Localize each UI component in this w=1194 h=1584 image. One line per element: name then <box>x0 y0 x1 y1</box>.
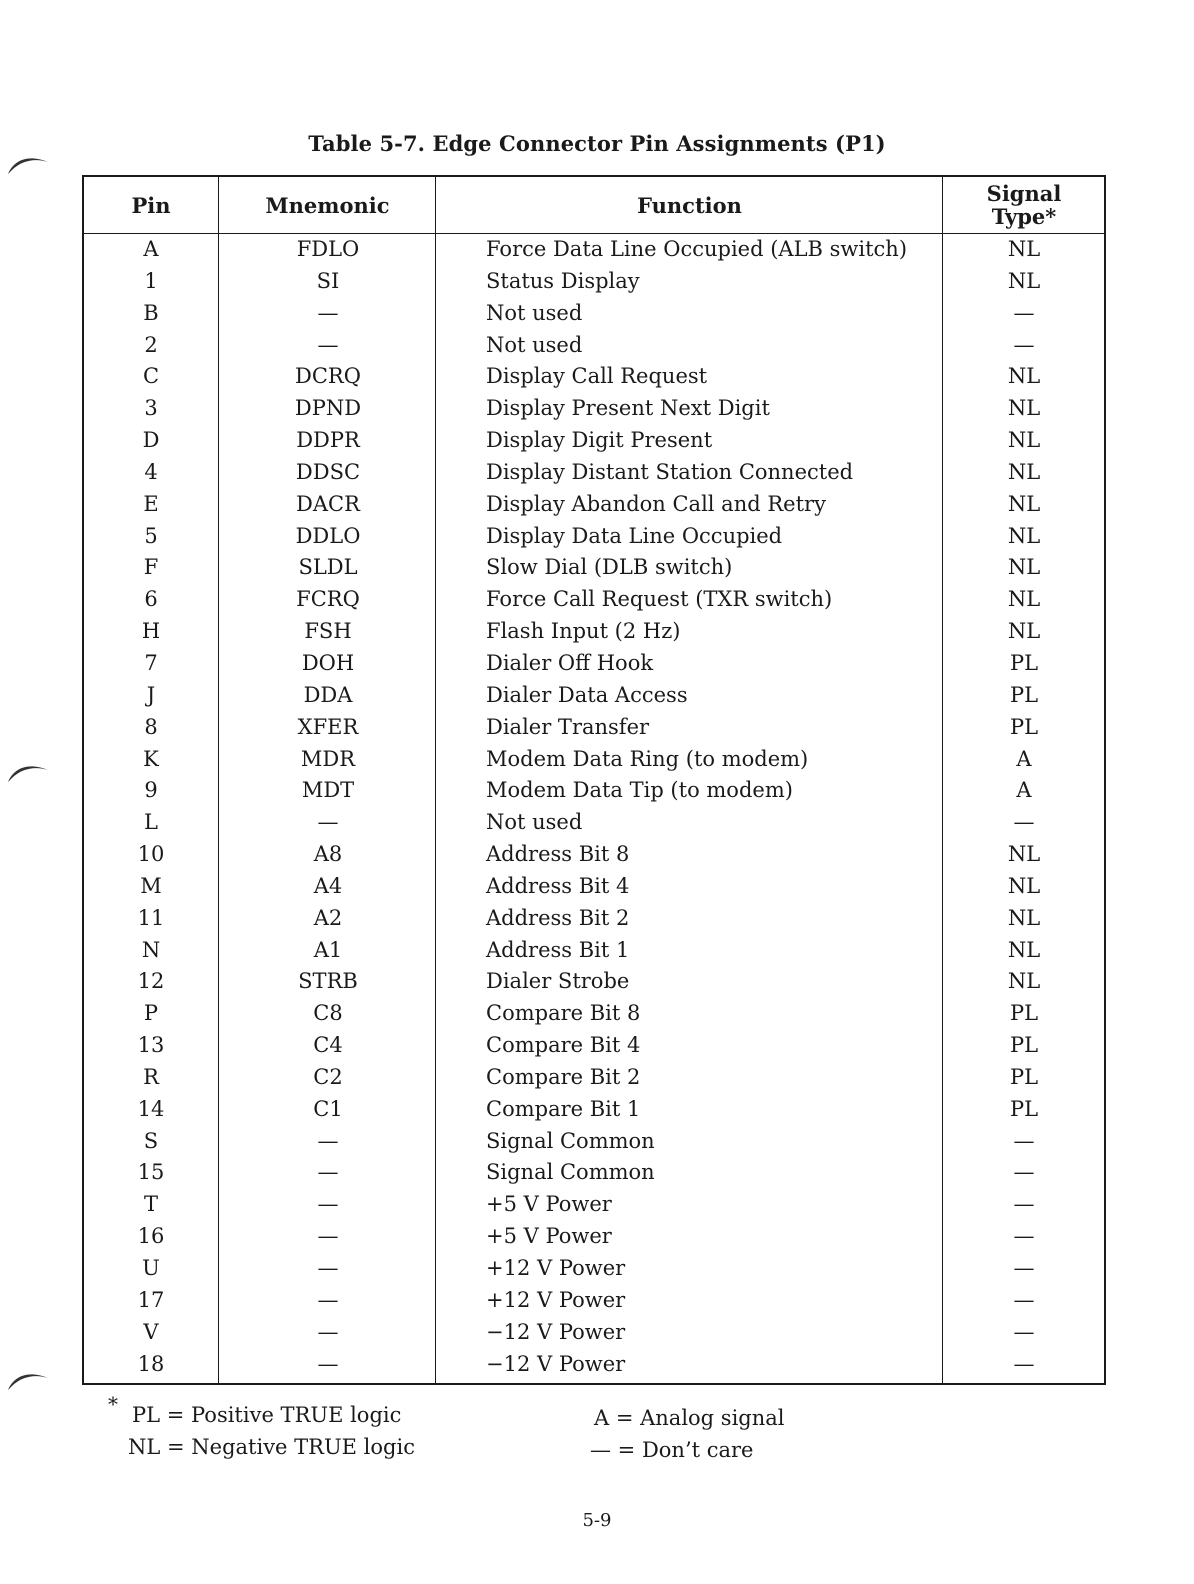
pin-cell: U <box>142 1256 160 1280</box>
pin-cell: 11 <box>137 905 165 930</box>
table-row <box>84 1157 1104 1189</box>
pin-cell: L <box>144 810 158 835</box>
table-row <box>84 712 1104 744</box>
signal-type-cell: — <box>1013 1287 1035 1312</box>
table-row <box>84 1317 1104 1349</box>
function-cell: Address Bit 4 <box>486 873 630 898</box>
table-row <box>84 775 1104 807</box>
signal-type-cell: — <box>1013 1256 1035 1280</box>
mnemonic-cell: — <box>317 332 339 357</box>
mnemonic-cell: C1 <box>313 1096 343 1121</box>
function-cell: Display Data Line Occupied <box>486 523 783 548</box>
table-row <box>84 298 1104 330</box>
pin-cell: 13 <box>137 1033 165 1058</box>
signal-type-cell: A <box>1016 746 1032 771</box>
footnote-asterisk: * <box>108 1392 118 1416</box>
mnemonic-cell: DCRQ <box>295 364 361 389</box>
function-cell: Slow Dial (DLB switch) <box>486 555 733 580</box>
pin-cell: V <box>143 1319 159 1344</box>
mnemonic-cell: — <box>317 300 339 325</box>
header-pin: Pin <box>131 192 171 218</box>
table-row <box>84 839 1104 871</box>
signal-type-cell: PL <box>1009 682 1039 707</box>
function-cell: Address Bit 2 <box>486 905 630 930</box>
mnemonic-cell: A1 <box>313 937 343 962</box>
mnemonic-cell: — <box>317 810 339 835</box>
function-cell: Dialer Transfer <box>486 714 650 739</box>
signal-type-cell: NL <box>1007 555 1041 580</box>
table-row <box>84 1285 1104 1317</box>
mnemonic-cell: — <box>317 1128 339 1153</box>
function-cell: Display Digit Present <box>486 428 713 453</box>
table-row <box>84 998 1104 1030</box>
binder-hole-mark <box>6 758 50 784</box>
mnemonic-cell: DPND <box>294 396 362 421</box>
pin-cell: 7 <box>144 650 158 675</box>
table-row <box>84 1030 1104 1062</box>
mnemonic-cell: C2 <box>313 1064 343 1089</box>
pin-cell: K <box>143 746 159 771</box>
signal-type-cell: NL <box>1007 523 1041 548</box>
mnemonic-cell: A8 <box>313 842 343 867</box>
table-row <box>84 935 1104 967</box>
signal-type-cell: NL <box>1007 364 1041 389</box>
mnemonic-cell: DDA <box>303 682 353 707</box>
mnemonic-cell: SLDL <box>298 555 358 580</box>
table-row <box>84 1189 1104 1221</box>
mnemonic-cell: — <box>317 1319 339 1344</box>
pin-cell: 15 <box>137 1160 165 1185</box>
function-cell: Display Abandon Call and Retry <box>486 491 826 516</box>
pin-cell: 8 <box>144 714 158 739</box>
pin-cell: 9 <box>144 778 158 803</box>
signal-type-cell: — <box>1013 1192 1035 1217</box>
pin-cell: 10 <box>137 842 165 867</box>
pin-assignment-table <box>82 175 1106 1385</box>
signal-type-cell: NL <box>1007 491 1041 516</box>
pin-cell: M <box>140 873 162 898</box>
pin-cell: F <box>143 555 159 580</box>
table-row <box>84 330 1104 362</box>
table-row <box>84 616 1104 648</box>
mnemonic-cell: C8 <box>313 1001 343 1026</box>
pin-cell: 1 <box>144 268 158 293</box>
function-cell: Modem Data Ring (to modem) <box>486 746 809 771</box>
signal-type-cell: PL <box>1009 1064 1039 1089</box>
pin-cell: 17 <box>137 1287 165 1312</box>
function-cell: Dialer Data Access <box>486 682 688 707</box>
function-cell: Force Call Request (TXR switch) <box>486 587 833 612</box>
mnemonic-cell: C4 <box>313 1033 343 1058</box>
signal-type-cell: — <box>1013 1128 1035 1153</box>
pin-cell: R <box>143 1064 159 1089</box>
pin-cell: 18 <box>137 1351 165 1376</box>
pin-cell: 4 <box>144 459 158 484</box>
signal-type-cell: — <box>1013 332 1035 357</box>
function-cell: Not used <box>486 810 583 835</box>
legend-dont-care: — = Don’t care <box>590 1438 754 1462</box>
function-cell: −12 V Power <box>486 1319 626 1344</box>
pin-cell: 2 <box>144 332 158 357</box>
function-cell: Signal Common <box>486 1128 655 1153</box>
signal-type-cell: PL <box>1009 1096 1039 1121</box>
mnemonic-cell: FDLO <box>296 237 360 261</box>
signal-type-cell: NL <box>1007 459 1041 484</box>
function-cell: Flash Input (2 Hz) <box>486 619 681 644</box>
mnemonic-cell: — <box>317 1160 339 1185</box>
mnemonic-cell: MDT <box>301 778 355 803</box>
table-row <box>84 680 1104 712</box>
pin-cell: 12 <box>137 969 165 994</box>
table-row <box>84 457 1104 489</box>
signal-type-cell: — <box>1013 810 1035 835</box>
header-signal-line2: Type* <box>991 204 1057 229</box>
table-row <box>84 489 1104 521</box>
header-mnemonic: Mnemonic <box>265 192 390 218</box>
pin-cell: H <box>141 619 161 644</box>
function-cell: Display Distant Station Connected <box>486 459 854 484</box>
mnemonic-cell: DDPR <box>296 428 360 453</box>
mnemonic-cell: — <box>317 1287 339 1312</box>
header-function: Function <box>637 192 742 218</box>
function-cell: Compare Bit 2 <box>486 1064 641 1089</box>
function-cell: Modem Data Tip (to modem) <box>486 778 793 803</box>
mnemonic-cell: FSH <box>304 619 352 644</box>
pin-cell: 6 <box>144 587 158 612</box>
function-cell: +12 V Power <box>486 1256 626 1280</box>
function-cell: +5 V Power <box>486 1224 612 1249</box>
mnemonic-cell: SI <box>316 268 340 293</box>
table-row <box>84 903 1104 935</box>
pin-cell: 3 <box>144 396 158 421</box>
function-cell: Dialer Strobe <box>486 969 630 994</box>
signal-type-cell: A <box>1016 778 1032 803</box>
signal-type-cell: NL <box>1007 587 1041 612</box>
function-cell: Compare Bit 4 <box>486 1033 641 1058</box>
signal-type-cell: NL <box>1007 428 1041 453</box>
function-cell: Compare Bit 1 <box>486 1096 641 1121</box>
table-row <box>84 807 1104 839</box>
pin-cell: P <box>143 1001 159 1026</box>
signal-type-cell: PL <box>1009 714 1039 739</box>
function-cell: Compare Bit 8 <box>486 1001 641 1026</box>
signal-type-cell: NL <box>1007 237 1041 261</box>
pin-cell: 5 <box>144 523 158 548</box>
signal-type-cell: NL <box>1007 396 1041 421</box>
mnemonic-cell: STRB <box>298 969 358 994</box>
signal-type-cell: — <box>1013 1224 1035 1249</box>
function-cell: Address Bit 1 <box>486 937 630 962</box>
table-row <box>84 744 1104 776</box>
signal-type-cell: — <box>1013 1319 1035 1344</box>
table-row <box>84 1253 1104 1285</box>
table-row <box>84 871 1104 903</box>
mnemonic-cell: MDR <box>300 746 356 771</box>
mnemonic-cell: DDLO <box>295 523 361 548</box>
mnemonic-cell: — <box>317 1256 339 1280</box>
pin-cell: E <box>143 491 159 516</box>
pin-cell: 16 <box>137 1224 165 1249</box>
table-row <box>84 266 1104 298</box>
legend-analog: A = Analog signal <box>594 1406 785 1430</box>
header-signal-line1: Signal <box>986 181 1062 206</box>
pin-cell: T <box>143 1192 158 1217</box>
mnemonic-cell: — <box>317 1351 339 1376</box>
signal-type-cell: PL <box>1009 1033 1039 1058</box>
signal-type-cell: — <box>1013 300 1035 325</box>
mnemonic-cell: FCRQ <box>296 587 360 612</box>
table-row <box>84 1221 1104 1253</box>
mnemonic-cell: DACR <box>296 491 360 516</box>
mnemonic-cell: XFER <box>297 714 359 739</box>
function-cell: Display Present Next Digit <box>486 396 770 421</box>
pin-cell: B <box>143 300 159 325</box>
table-row <box>84 234 1104 266</box>
function-cell: Dialer Off Hook <box>486 650 654 675</box>
signal-type-cell: NL <box>1007 873 1041 898</box>
pin-cell: S <box>143 1128 159 1153</box>
pin-cell: A <box>143 237 159 261</box>
table-row <box>84 648 1104 680</box>
mnemonic-cell: DOH <box>301 650 355 675</box>
pin-cell: N <box>141 937 161 962</box>
table-row <box>84 966 1104 998</box>
function-cell: Not used <box>486 332 583 357</box>
mnemonic-cell: — <box>317 1192 339 1217</box>
table-row <box>84 552 1104 584</box>
table-row <box>84 1062 1104 1094</box>
signal-type-cell: NL <box>1007 905 1041 930</box>
function-cell: Not used <box>486 300 583 325</box>
signal-type-cell: PL <box>1009 1001 1039 1026</box>
mnemonic-cell: — <box>317 1224 339 1249</box>
table-row <box>84 361 1104 393</box>
legend-nl: NL = Negative TRUE logic <box>128 1435 415 1459</box>
function-cell: Status Display <box>486 268 640 293</box>
table-row <box>84 584 1104 616</box>
signal-type-cell: — <box>1013 1160 1035 1185</box>
table-title: Table 5-7. Edge Connector Pin Assignments (P1) <box>308 131 886 156</box>
function-cell: Address Bit 8 <box>486 842 630 867</box>
table-body <box>84 234 1104 1380</box>
legend-pl: PL = Positive TRUE logic <box>132 1403 402 1427</box>
table-row <box>84 1094 1104 1126</box>
signal-type-cell: NL <box>1007 619 1041 644</box>
function-cell: Display Call Request <box>486 364 708 389</box>
binder-hole-mark <box>6 1366 50 1392</box>
table-row <box>84 1126 1104 1158</box>
header-signal-type <box>944 177 1104 233</box>
function-cell: +5 V Power <box>486 1192 612 1217</box>
pin-cell: D <box>142 428 160 453</box>
signal-type-cell: PL <box>1009 650 1039 675</box>
table-row <box>84 393 1104 425</box>
signal-type-cell: NL <box>1007 268 1041 293</box>
function-cell: −12 V Power <box>486 1351 626 1376</box>
signal-type-cell: NL <box>1007 969 1041 994</box>
signal-type-cell: NL <box>1007 937 1041 962</box>
signal-type-cell: NL <box>1007 842 1041 867</box>
pin-cell: J <box>146 682 156 707</box>
mnemonic-cell: A4 <box>313 873 343 898</box>
function-cell: Force Data Line Occupied (ALB switch) <box>486 237 908 261</box>
mnemonic-cell: A2 <box>313 905 343 930</box>
function-cell: +12 V Power <box>486 1287 626 1312</box>
pin-cell: C <box>142 364 160 389</box>
table-row <box>84 521 1104 553</box>
page-number: 5-9 <box>582 1510 612 1531</box>
signal-type-cell: — <box>1013 1351 1035 1376</box>
table-row <box>84 425 1104 457</box>
mnemonic-cell: DDSC <box>295 459 361 484</box>
pin-cell: 14 <box>137 1096 165 1121</box>
table-row <box>84 1349 1104 1381</box>
function-cell: Signal Common <box>486 1160 655 1185</box>
